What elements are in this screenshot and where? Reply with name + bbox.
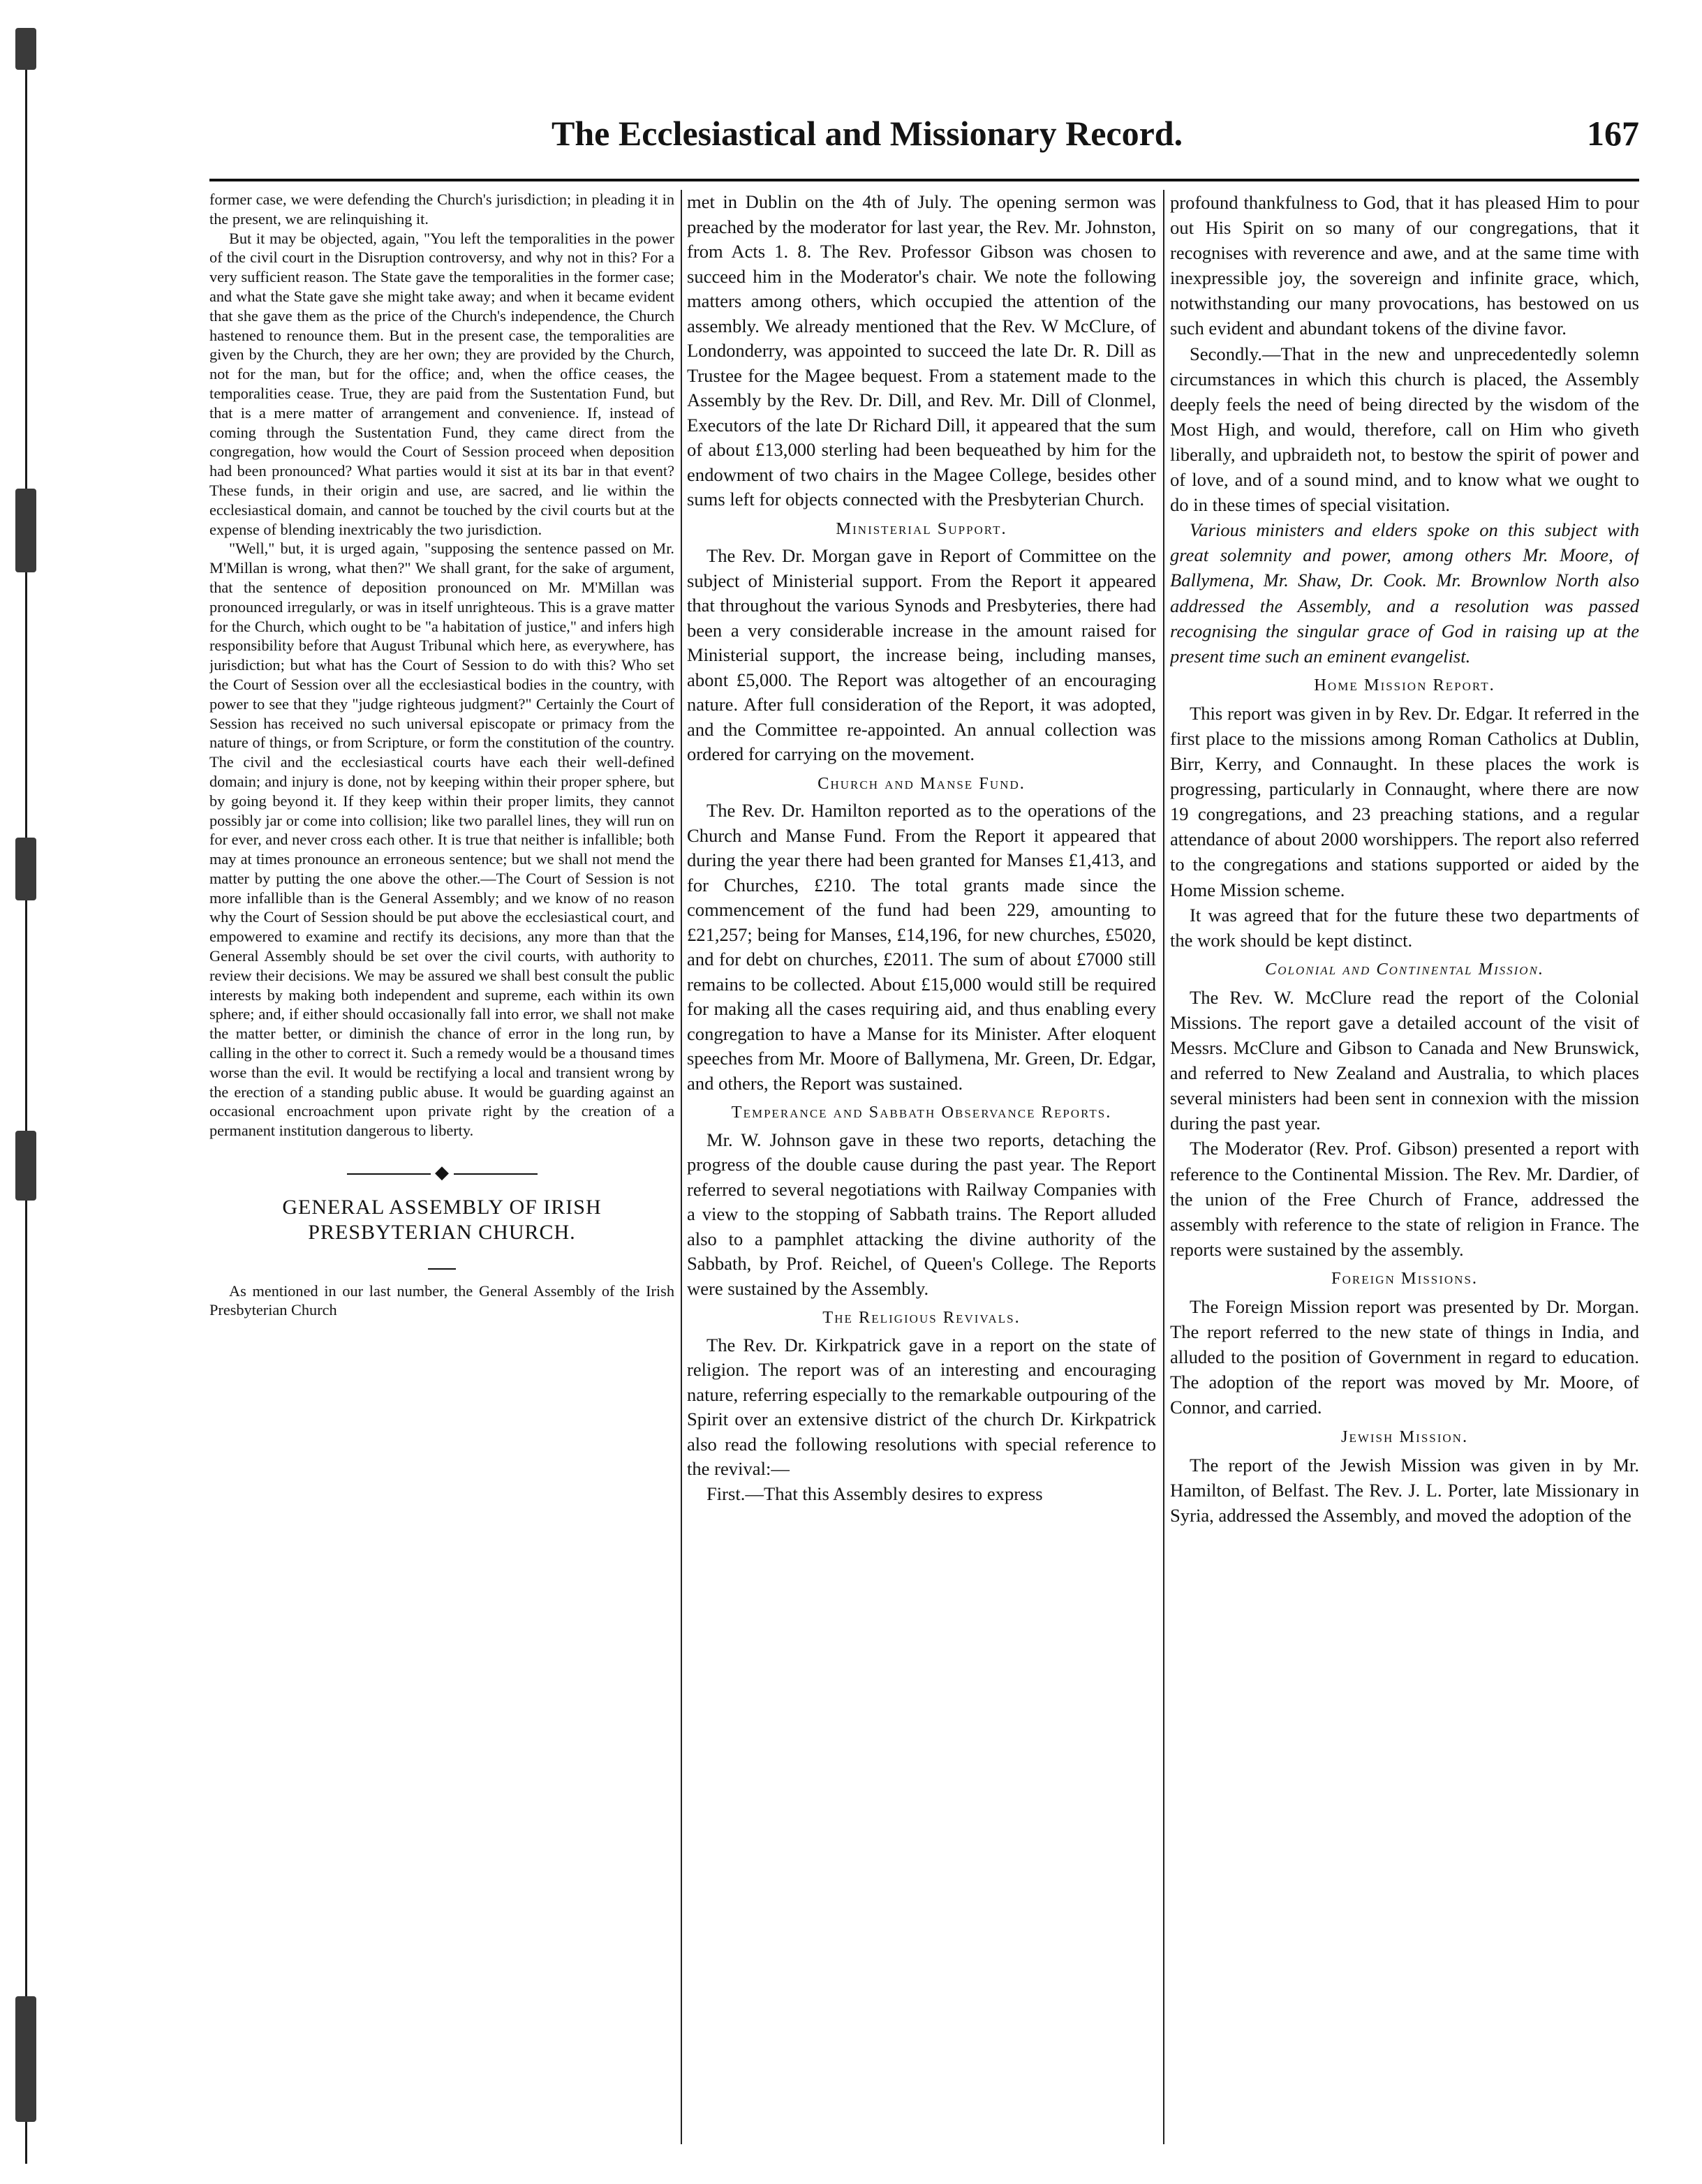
column-rule	[681, 190, 682, 2144]
paragraph: First.—That this Assembly desires to express	[706, 1483, 1043, 1504]
column-rule	[1163, 190, 1164, 2144]
paragraph: met in Dublin on the 4th of July. The opening sermon was preached by the moderator for last year, the Rev. Mr. Johnston, from Acts 1. 8. The Rev. Professor Gibson was chosen to succeed him in the Moderator's chair. We note the following matters among others, which occupied the attention of the assembly. We already mentioned that the Rev. W McClure, of Londonderry, was appointed to succeed the late Dr. R. Dill as Trustee for the Magee bequest. From a statement made to the Assembly by the Rev. Dr. Dill, and Rev. Mr. Dill of Clonmel, Executors of the late Dr Richard Dill, it appeared that the sum of about £13,000 sterling had been bequeathed by him for the endowment of two chairs in the Magee College, besides other sums left for objects connected with the Presbyterian Church.	[687, 191, 1156, 510]
paragraph: The report of the Jewish Mission was given in by Mr. Hamilton, of Belfast. The Rev. J. L. Porter, late Missionary in Syria, addressed the Assembly, and moved the adoption of the	[1170, 1454, 1639, 1526]
section-heading: Foreign Missions.	[1331, 1268, 1479, 1288]
article-heading: GENERAL ASSEMBLY OF IRISH PRESBYTERIAN CHURCH.	[282, 1195, 602, 1244]
header-rule	[209, 179, 1639, 181]
section-heading: The Religious Revivals.	[822, 1308, 1021, 1327]
binding-mark	[15, 838, 36, 900]
paragraph: Various ministers and elders spoke on this subject with great solemnity and power, among others Mr. Moore, of Ballymena, Mr. Shaw, Dr. Cook. Mr. Brownlow North also addressed the Assembly, and a resolution was passed recognising the singular grace of God in raising up at the present time such an eminent evangelist.	[1170, 519, 1639, 667]
paragraph: The Rev. Dr. Morgan gave in Report of Committee on the subject of Ministerial support. From the Report it appeared that throughout the various Synods and Presbyteries, there had been a very considerable increase in the amount raised for Ministerial support, the increase being, including manses, abont £5,000. The Report was altogether of an encouraging nature. After full consideration of the Report, it was adopted, and the Committee re-appointed. An annual collection was ordered for carrying on the movement.	[687, 545, 1156, 764]
paragraph: profound thankfulness to God, that it has pleased Him to pour out His Spirit on so many of our congregations, that it recognises with reverence and awe, and at the same time with inexpressible joy, the sovereign and infinite grace, which, notwithstanding our many provocations, has bestowed on us such evident and abundant tokens of the divine favor.	[1170, 192, 1639, 339]
paragraph: The Moderator (Rev. Prof. Gibson) presented a report with reference to the Continental Mission. The Rev. Mr. Dardier, of the union of the Free Church of France, addressed the assembly with reference to the state of religion in France. The reports were sustained by the assembly.	[1170, 1138, 1639, 1260]
section-heading: Jewish Mission.	[1340, 1427, 1469, 1446]
page-header	[209, 105, 1639, 181]
section-heading: Church and Manse Fund.	[817, 773, 1026, 793]
binding-mark	[15, 1131, 36, 1201]
column-right	[1170, 190, 1639, 2151]
binding-mark	[15, 1996, 36, 2122]
paragraph: "Well," but, it is urged again, "supposing the sentence passed on Mr. M'Millan is wrong, what then?" We shall grant, for the sake of argument, that the sentence of deposition pronounced on Mr. M'Millan was pronounced irregularly, or was in itself unrighteous. This is a grave matter for the Church, which ought to be "a habitation of justice," and infers high responsibility before that August Tribunal which here, as everywhere, has jurisdiction; but what has the Court of Session to do with this? Who set the Court of Session over all the ecclesiastical bodies in the country, with power to see that they "judge righteous judgment?" Certainly the Court of Session has received no such universal episcopate or primacy from the nature of things, or from Scripture, or form the constitution of the country. The civil and the ecclesiastical courts have each their well-defined domain; and injury is done, not by keeping within their proper sphere, but by going beyond it. If they keep within their proper limits, they cannot possibly jar or come into collision; like two parallel lines, they will run on for ever, and never cross each other. It is true that neither is infallible; both may at times pronounce an erroneous sentence; but we shall not mend the matter by putting the one above the other.—The Court of Session is not more infallible than is the General Assembly; and we know of no reason why the Court of Session should be put above the ecclesiastical court, and empowered to examine and rectify its decisions, any more than that the General Assembly should be set over the civil courts, with authority to review their decisions. We may be assured we shall best consult the public interests by making both independent and supreme, each within its own sphere; and, if either should occasionally fall into error, we shall not make the matter better, or diminish the chance of error in the long run, by calling in the other to correct it. Such a remedy would be a thousand times worse than the evil. It would be rectifying a local and transient wrong by the erection of a standing public abuse. It would be guarding against an occasional encroachment upon private right by the creation of a permanent institution dangerous to liberty.	[209, 540, 674, 1140]
section-heading: Temperance and Sabbath Observance Reports.	[731, 1103, 1112, 1122]
paragraph: But it may be objected, again, "You left the temporalities in the power of the civil court in the Disruption controversy, and why not in this? For a very sufficient reason. The State gave the temporalities in the former case; and what the State gave she might take away; and when it became evident that she gave them as the price of the Church's independence, the Church hastened to renounce them. But in the present case, the temporalities are given by the Church, they are her own; they are provided by the Church, not for the man, but for the office; and, when the office ceases, the temporalities cease. True, they are paid from the Sustentation Fund, but that is a mere matter of arrangement and convenience. If, instead of coming through the Sustentation Fund, they came direct from the congregation, how would the Court of Session proceed when deposition had been pronounced? What parties would it sist at its bar in that event? These funds, in their origin and use, are sacred, and lie within the ecclesiastical domain, and cannot be touched by the civil courts but at the expense of blending inextricably the two jurisdiction.	[209, 229, 674, 538]
binding-mark	[15, 489, 36, 572]
paragraph: This report was given in by Rev. Dr. Edgar. It referred in the first place to the missions among Roman Catholics at Dublin, Birr, Kerry, and Connaught. In these places the work is progressing, particularly in Connaught, where there are now 19 congregations, and 23 preaching stations, and a regular attendance of about 2000 worshippers. The report also referred to the congregations and stations supported or aided by the Home Mission scheme.	[1170, 702, 1639, 900]
page-title: The Ecclesiastical and Missionary Record.	[552, 114, 1183, 153]
section-ornament: ◆	[209, 1163, 674, 1182]
heading-dash	[209, 1258, 674, 1277]
section-heading: Home Mission Report.	[1314, 675, 1495, 694]
paragraph: Secondly.—That in the new and unprecedentedly solemn circumstances in which this church is placed, the Assembly deeply feels the need of being directed by the wisdom of the Most High, and would, therefore, call on Him who giveth liberally, and upbraideth not, to bestow the spirit of power and of love, and of a sound mind, and to know what we ought to do in these times of special visitation.	[1170, 343, 1639, 516]
page-number: 167	[1587, 114, 1639, 153]
paragraph: The Rev. Dr. Hamilton reported as to the operations of the Church and Manse Fund. From the Report it appeared that during the year there had been granted for Manses £1,413, and for Churches, £210. The total grants made since the commencement of the fund had been 229, amounting to £21,257; being for Manses, £14,196, for new churches, £5020, and for debt on churches, £2011. The sum of about £7000 still remains to be collected. About £15,000 would still be required for making all the cases requiring aid, and thus enabling every congregation to have a Manse for its Minister. After eloquent speeches from Mr. Moore of Ballymena, Mr. Green, Dr. Edgar, and others, the Report was sustained.	[687, 800, 1156, 1094]
binding-mark	[15, 28, 36, 70]
paragraph: The Foreign Mission report was presented by Dr. Morgan. The report referred to the new state of things in India, and alluded to the position of Government in regard to education. The adoption of the report was moved by Mr. Moore, of Connor, and carried.	[1170, 1296, 1639, 1418]
paragraph: As mentioned in our last number, the General Assembly of the Irish Presbyterian Church	[209, 1282, 674, 1319]
paragraph: It was agreed that for the future these two departments of the work should be kept distinct.	[1170, 904, 1639, 951]
column-middle	[687, 190, 1156, 2151]
column-left	[209, 190, 674, 2151]
paragraph: Mr. W. Johnson gave in these two reports, detaching the progress of the double cause during the past year. The Report referred to several negotiations with Railway Companies with a view to the stopping of Sabbath trains. The Report alluded also to a pamphlet attacking the divine authority of the Sabbath, by Prof. Reichel, of Queen's College. The Reports were sustained by the Assembly.	[687, 1129, 1156, 1299]
paragraph: The Rev. W. McClure read the report of the Colonial Missions. The report gave a detailed account of the visit of Messrs. McClure and Gibson to Canada and New Brunswick, and referred to New Zealand and Australia, to which places several ministers had been sent in connexion with the mission during the past year.	[1170, 986, 1639, 1134]
section-heading: Colonial and Continental Mission.	[1264, 959, 1545, 979]
binding-edge	[6, 0, 47, 2184]
binding-rule	[25, 28, 27, 2164]
section-heading: Ministerial Support.	[836, 519, 1007, 538]
paragraph: The Rev. Dr. Kirkpatrick gave in a report on the state of religion. The report was of an interesting and encouraging nature, referring especially to the remarkable outpouring of the Spirit over an extensive district of the church Dr. Kirkpatrick also read the following resolutions with special reference to the revival:—	[687, 1334, 1156, 1479]
paragraph: former case, we were defending the Church's jurisdiction; in pleading it in the present, we are relinquishing it.	[209, 191, 674, 228]
